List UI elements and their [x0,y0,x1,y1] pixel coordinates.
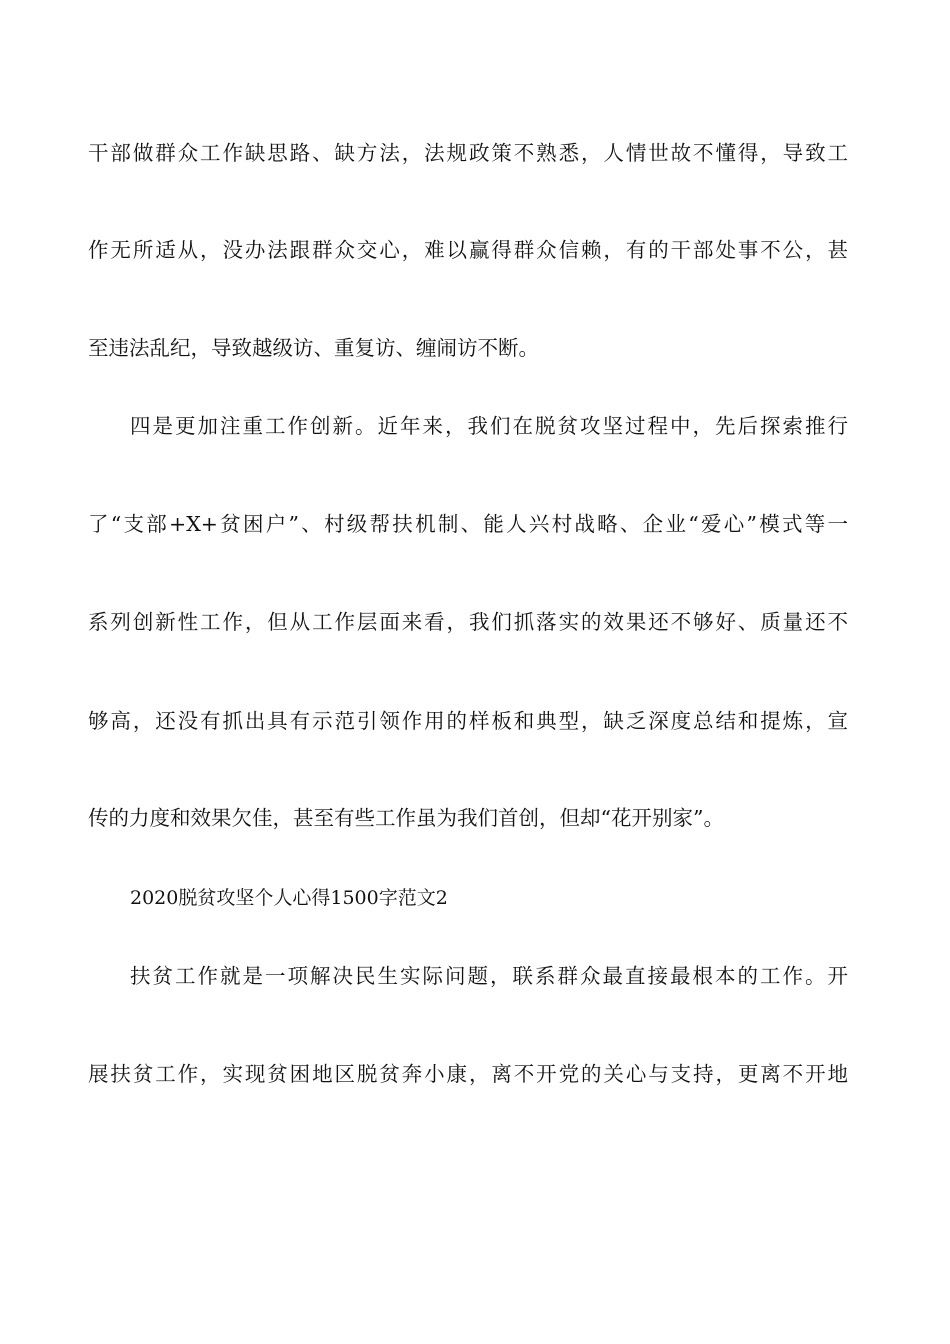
paragraph-line-6: 系列创新性工作，但从工作层面来看，我们抓落实的效果还不够好、质量还不 [88,610,848,634]
paragraph-line-10: 展扶贫工作，实现贫困地区脱贫奔小康，离不开党的关心与支持，更离不开地 [88,1062,848,1086]
paragraph-line-5: 了“支部+X+贫困户”、村级帮扶机制、能人兴村战略、企业“爱心”模式等一 [88,512,848,536]
paragraph-line-2: 作无所适从，没办法跟群众交心，难以赢得群众信赖，有的干部处事不公，甚 [88,238,848,262]
paragraph-line-8: 传的力度和效果欠佳，甚至有些工作虽为我们首创，但却“花开别家”。 [88,806,724,830]
paragraph-line-9: 扶贫工作就是一项解决民生实际问题，联系群众最直接最根本的工作。开 [130,964,848,988]
paragraph-line-7: 够高，还没有抓出具有示范引领作用的样板和典型，缺乏深度总结和提炼，宣 [88,709,848,733]
section-heading: 2020脱贫攻坚个人心得1500字范文2 [130,887,448,909]
paragraph-line-3: 至违法乱纪，导致越级访、重复访、缠闹访不断。 [88,336,539,360]
paragraph-line-1: 干部做群众工作缺思路、缺方法，法规政策不熟悉，人情世故不懂得，导致工 [88,141,848,165]
paragraph-line-4: 四是更加注重工作创新。近年来，我们在脱贫攻坚过程中，先后探索推行 [130,414,848,438]
